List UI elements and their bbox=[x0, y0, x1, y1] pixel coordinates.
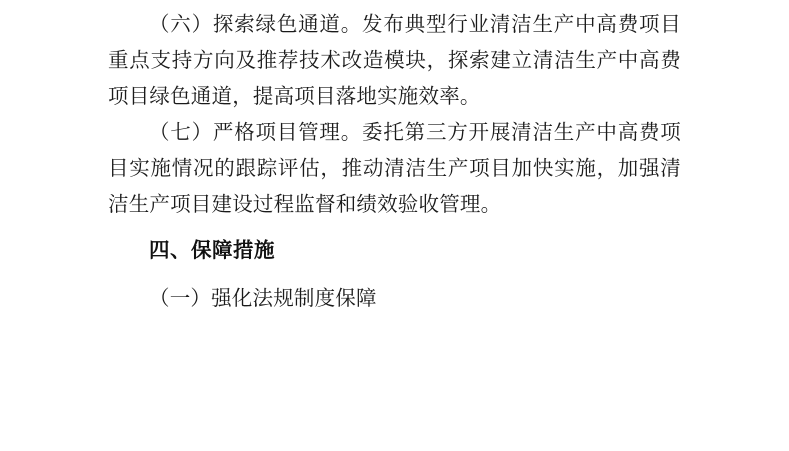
heading-spacer-top bbox=[108, 222, 681, 232]
heading-spacer-bottom bbox=[108, 268, 681, 280]
section-heading-four: 四、保障措施 bbox=[149, 238, 275, 262]
paragraph-seven: （七）严格项目管理。委托第三方开展清洁生产中高费项目实施情况的跟踪评估，推动清洁生产项目加快实施，加强清洁生产项目建设过程监督和绩效验收管理。 bbox=[108, 120, 681, 216]
subsection-one: （一）强化法规制度保障 bbox=[149, 286, 377, 310]
paragraph-six: （六）探索绿色通道。发布典型行业清洁生产中高费项目重点支持方向及推荐技术改造模块，探索建立清洁生产中高费项目绿色通道，提高项目落地实施效率。 bbox=[108, 12, 681, 108]
